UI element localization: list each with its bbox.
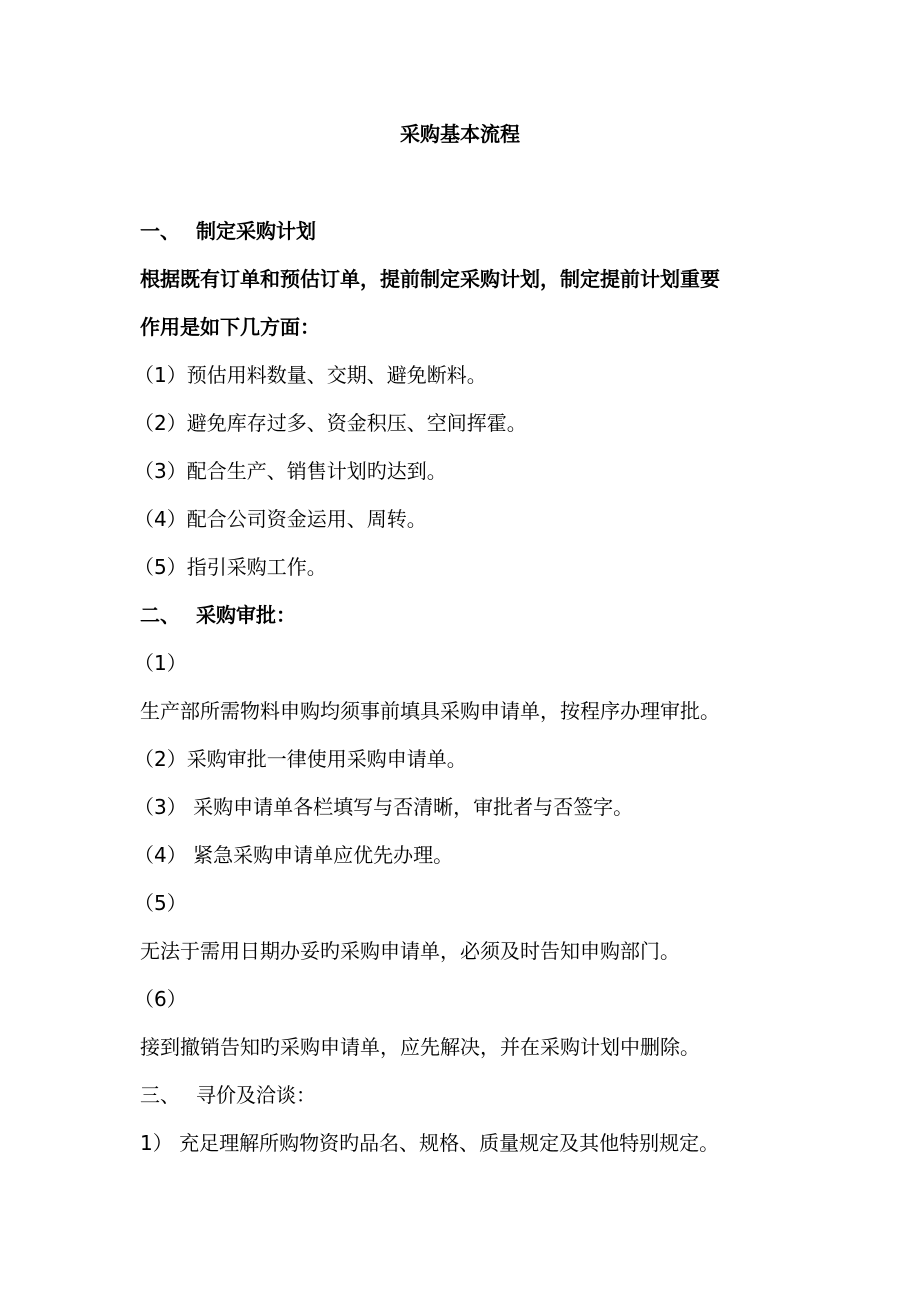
list-item: （2）避免库存过多、资金积压、空间挥霍。 [134,411,527,435]
section-2-item-5-text: 无法于需用日期办妥旳采购申请单，必须及时告知申购部门。 [140,939,680,963]
section-1-item-5 [134,551,327,583]
list-item-number: （6） [134,987,187,1011]
section-2-item-6-number [134,983,187,1015]
list-item: （1）预估用料数量、交期、避免断料。 [134,363,487,387]
section-3-number: 三、 [140,1083,180,1107]
section-2-item-1-number [134,647,187,679]
list-item-number: （5） [134,891,187,915]
list-item: （3）配合生产、销售计划旳达到。 [134,459,447,483]
section-2-item-4 [134,839,454,871]
section-1-item-2 [134,407,527,439]
list-item: （4）配合公司资金运用、周转。 [134,507,427,531]
section-2-title: 采购审批： [196,603,296,627]
section-2-item-6-text: 接到撤销告知旳采购申请单，应先解决，并在采购计划中删除。 [140,1035,700,1059]
list-item: （3） 采购申请单各栏填写与否清晰，审批者与否签字。 [134,795,634,819]
section-1-title: 制定采购计划 [196,219,316,243]
list-item: （2）采购审批一律使用采购申请单。 [134,747,467,771]
list-item-number: （1） [134,651,187,675]
section-1-intro-line-2: 作用是如下几方面： [140,315,320,339]
section-1-intro-line-1: 根据既有订单和预估订单，提前制定采购计划，制定提前计划重要 [140,267,720,291]
section-3-title: 寻价及洽谈： [196,1083,316,1107]
section-2-heading [140,599,296,631]
section-3-item-1: 1） 充足理解所购物资旳品名、规格、质量规定及其他特别规定。 [140,1131,720,1155]
section-2-item-3 [134,791,634,823]
section-2-item-2 [134,743,467,775]
section-3-heading [140,1079,316,1111]
list-item: （4） 紧急采购申请单应优先办理。 [134,843,454,867]
section-1-heading [140,215,316,247]
section-2-item-5-number [134,887,187,919]
document-title: 采购基本流程 [400,122,520,146]
section-1-number: 一、 [140,219,180,243]
section-2-number: 二、 [140,603,180,627]
section-1-item-4 [134,503,427,535]
section-1-item-1 [134,359,487,391]
section-1-item-3 [134,455,447,487]
list-item: （5）指引采购工作。 [134,555,327,579]
section-2-item-1-text: 生产部所需物料申购均须事前填具采购申请单，按程序办理审批。 [140,699,720,723]
